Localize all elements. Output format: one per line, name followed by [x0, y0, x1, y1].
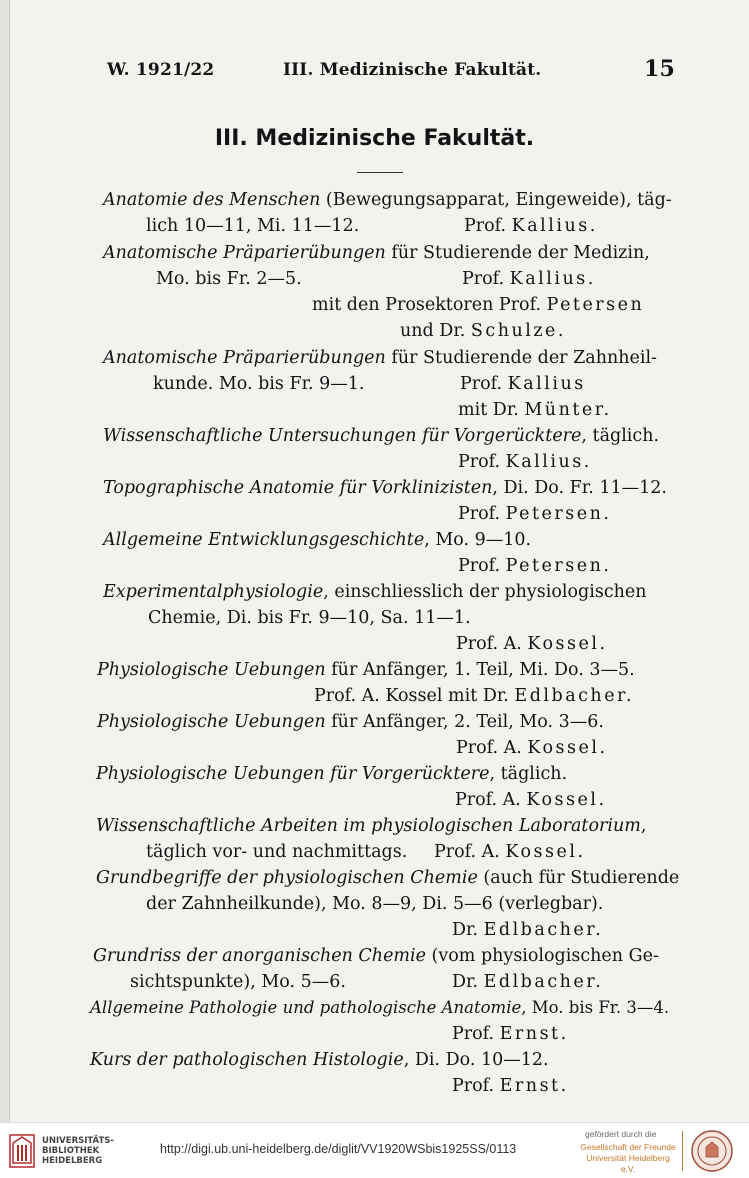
course-line: lich 10—11, Mi. 11—12.	[146, 216, 360, 236]
course-line: Anatomische Präparierübungen für Studierende der Medizin,	[103, 243, 650, 263]
university-seal-icon	[690, 1129, 734, 1173]
course-line: täglich vor- und nachmittags.	[146, 842, 408, 862]
sponsor-divider	[682, 1131, 683, 1171]
page-number: 15	[644, 56, 676, 82]
lecturer: Prof. A. Kossel.	[456, 634, 608, 654]
permalink-url[interactable]: http://digi.ub.uni-heidelberg.de/diglit/VV1920WSbis1925SS/0113	[160, 1142, 517, 1156]
course-line: Allgemeine Entwicklungsgeschichte, Mo. 9—10.	[103, 530, 532, 550]
lecturer: Prof. Ernst.	[452, 1076, 569, 1096]
page-edge	[0, 0, 10, 1122]
section-title: III. Medizinische Fakultät.	[214, 126, 535, 151]
course-line: Experimentalphysiologie, einschliesslich der physiologischen	[103, 582, 647, 602]
sponsor-name[interactable]: Gesellschaft der Freunde Universität Heidelberg e.V.	[580, 1142, 676, 1174]
course-line: Wissenschaftliche Arbeiten im physiologischen Laboratorium,	[96, 816, 647, 836]
course-line: Physiologische Uebungen für Anfänger, 1. Teil, Mi. Do. 3—5.	[97, 660, 635, 680]
course-line: mit den Prosektoren Prof. Petersen	[312, 295, 645, 315]
course-line: sichtspunkte), Mo. 5—6.	[130, 972, 346, 992]
course-line: Mo. bis Fr. 2—5.	[156, 269, 302, 289]
lecturer: Prof. Petersen.	[458, 504, 612, 524]
lecturer: Prof. A. Kossel.	[434, 842, 586, 862]
course-line: und Dr. Schulze.	[400, 321, 566, 341]
lecturer: Prof. Kallius	[460, 374, 586, 394]
course-line: Wissenschaftliche Untersuchungen für Vorgerücktere, täglich.	[103, 426, 660, 446]
course-line: kunde. Mo. bis Fr. 9—1.	[153, 374, 365, 394]
library-name: UNIVERSITÄTS- BIBLIOTHEK HEIDELBERG	[42, 1136, 114, 1166]
lecturer: Prof. Kallius.	[464, 216, 598, 236]
header-semester: W. 1921/22	[107, 60, 215, 80]
lecturer: Prof. Kallius.	[458, 452, 592, 472]
viewer-footer	[0, 1122, 749, 1178]
course-line: Kurs der pathologischen Histologie, Di. Do. 10—12.	[90, 1050, 549, 1070]
course-line: Anatomie des Menschen (Bewegungsapparat, Eingeweide), täg-	[103, 190, 672, 210]
course-line: Prof. A. Kossel mit Dr. Edlbacher.	[314, 686, 635, 706]
library-logo-icon	[9, 1131, 35, 1169]
title-rule	[357, 172, 403, 173]
lecturer: Dr. Edlbacher.	[452, 920, 604, 940]
sponsor-label: gefördert durch die	[585, 1129, 657, 1139]
lecturer: Prof. A. Kossel.	[456, 738, 608, 758]
header-faculty: III. Medizinische Fakultät.	[283, 60, 542, 80]
lecturer: Prof. A. Kossel.	[455, 790, 607, 810]
course-line: Physiologische Uebungen für Vorgerücktere, täglich.	[96, 764, 568, 784]
course-line: Grundbegriffe der physiologischen Chemie (auch für Studierende	[96, 868, 680, 888]
course-line: Chemie, Di. bis Fr. 9—10, Sa. 11—1.	[148, 608, 471, 628]
course-line: Anatomische Präparierübungen für Studierende der Zahnheil-	[103, 348, 657, 368]
lecturer: Dr. Edlbacher.	[452, 972, 604, 992]
lecturer: Prof. Kallius.	[462, 269, 596, 289]
course-line: Grundriss der anorganischen Chemie (vom physiologischen Ge-	[93, 946, 659, 966]
course-line: der Zahnheilkunde), Mo. 8—9, Di. 5—6 (verlegbar).	[146, 894, 604, 914]
course-line: mit Dr. Münter.	[458, 400, 612, 420]
course-line: Allgemeine Pathologie und pathologische Anatomie, Mo. bis Fr. 3—4.	[90, 998, 670, 1017]
course-line: Topographische Anatomie für Vorklinizisten, Di. Do. Fr. 11—12.	[103, 478, 667, 498]
lecturer: Prof. Petersen.	[458, 556, 612, 576]
lecturer: Prof. Ernst.	[452, 1024, 569, 1044]
course-line: Physiologische Uebungen für Anfänger, 2. Teil, Mo. 3—6.	[97, 712, 604, 732]
